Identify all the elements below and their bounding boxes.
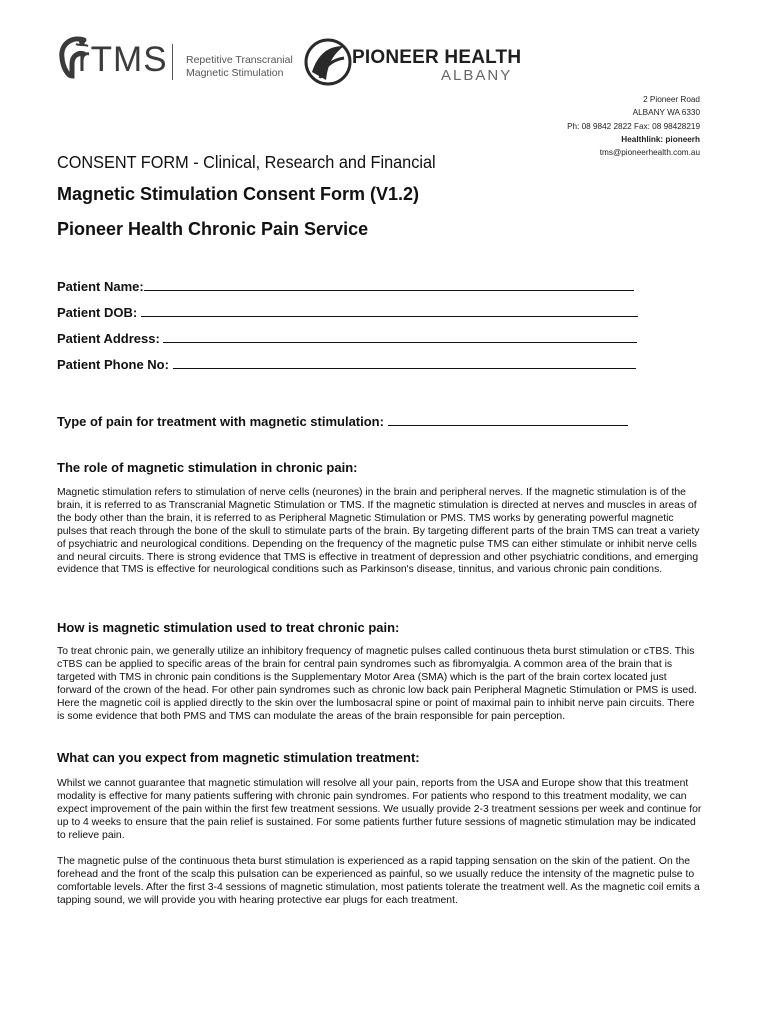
address-line: 2 Pioneer Road	[643, 95, 700, 104]
patient-dob-label: Patient DOB:	[57, 305, 138, 320]
phone-fax-line: Ph: 08 9842 2822 Fax: 08 98428219	[567, 121, 700, 131]
role-paragraph: Magnetic stimulation refers to stimulation of nerve cells (neurones) in the brain and peripheral nerves. If the magnetic stimulation is of the brain, it is referred to as Transcranial Magnetic Stimulation or TMS. If the magnetic stimulation is directed at nerves and muscles in areas of the body other than the brain, it is referred to as Peripheral Magnetic Stimulation or PMS. TMS works by generating powerful magnetic pulses that reach through the bone of the skull to stimulate parts of the brain. By targeting different parts of the brain TMS can treat a variety of psychiatric and neurological conditions. Depending on the frequency of the magnetic pulse TMS can either stimulate or inhibit nerve cells and neural circuits. There is strong evidence that TMS is effective in treatment of depression and other psychiatric conditions, and emerging evidence that TMS is effective for neurological conditions such as Parkinson's disease, tinnitus, and various chronic pain conditions.	[57, 487, 700, 576]
how-paragraph: To treat chronic pain, we generally utilize an inhibitory frequency of magnetic pulses called continuous theta burst stimulation or cTBS. This cTBS can be applied to specific areas of the brain for central pain syndromes such as fibromyalgia. A common area of the brain that is targeted with TMS in chronic pain conditions is the Supplementary Motor Area (SMA) which is the part of the brain cortex located just forward of the crown of the head. For other pain syndromes such as chronic low back pain Peripheral Magnetic Stimulation or PMS is used. Here the magnetic coil is applied directly to the skin over the lumbosacral spine or point of maximal pain to inhibit nerve pain circuits. There is some evidence that both PMS and TMS can modulate the areas of the brain responsible for pain perception.	[57, 646, 697, 722]
patient-address-field	[57, 331, 637, 346]
rtms-tagline-1: Repetitive Transcranial	[186, 54, 293, 66]
address-block	[567, 93, 700, 159]
patient-name-field	[57, 279, 634, 294]
patient-phone-label: Patient Phone No:	[57, 357, 169, 372]
patient-name-line[interactable]	[144, 279, 634, 291]
email-line: tms@pioneerhealth.com.au	[599, 148, 700, 158]
patient-address-line[interactable]	[163, 331, 637, 343]
pioneer-emblem-icon	[304, 36, 352, 88]
patient-phone-field	[57, 357, 636, 372]
form-title: Magnetic Stimulation Consent Form (V1.2)	[57, 184, 420, 204]
expect-paragraph-2: The magnetic pulse of the continuous theta burst stimulation is experienced as a rapid tapping sensation on the skin of the patient. On the forehead and the front of the scalp this pulsation can be experienced as painful, so we usually reduce the intensity of the magnetic pulse to comfortable levels. After the first 3-4 sessions of magnetic stimulation, most patients tolerate the treatment well. As the magnetic coil emits a tapping sound, we will provide you with hearing protective ear plugs for each treatment.	[57, 856, 700, 906]
address-line: ALBANY WA 6330	[632, 108, 700, 118]
healthlink-line: Healthlink: pioneerh	[621, 134, 700, 144]
consent-heading: CONSENT FORM - Clinical, Research and Financial	[57, 152, 436, 172]
pain-type-field	[57, 414, 628, 429]
patient-address-label: Patient Address:	[57, 331, 160, 346]
expect-heading: What can you expect from magnetic stimulation treatment:	[57, 750, 420, 765]
expect-paragraph-1: Whilst we cannot guarantee that magnetic stimulation will resolve all your pain, reports from the USA and Europe show that this treatment modality is effective for many patients suffering with chronic pain syndromes. For patients who respond to this treatment modality, we can expect improvement of the pain within the first few treatment sessions. We usually provide 2-3 treatment sessions per week and continue for up to 4 weeks to ensure that the pain relief is sustained. For some patients further future sessions of magnetic stimulation may be indicated to relieve pain.	[57, 778, 702, 841]
role-heading: The role of magnetic stimulation in chronic pain:	[57, 460, 358, 475]
pioneer-logo-location: ALBANY	[441, 67, 513, 84]
pain-type-label: Type of pain for treatment with magnetic stimulation:	[57, 414, 384, 429]
service-title: Pioneer Health Chronic Pain Service	[57, 219, 369, 239]
rtms-tagline-2: Magnetic Stimulation	[186, 67, 284, 79]
pioneer-health-logo	[304, 34, 524, 90]
pain-type-line[interactable]	[388, 414, 628, 426]
patient-dob-field	[57, 305, 638, 320]
patient-phone-line[interactable]	[173, 357, 636, 369]
logo-divider	[172, 44, 173, 80]
pioneer-logo-name: PIONEER HEALTH	[352, 47, 522, 68]
how-heading: How is magnetic stimulation used to treat chronic pain:	[57, 620, 400, 635]
patient-dob-line[interactable]	[141, 305, 638, 317]
rtms-logo-text: rTMS	[78, 40, 168, 79]
patient-name-label: Patient Name:	[57, 279, 144, 294]
